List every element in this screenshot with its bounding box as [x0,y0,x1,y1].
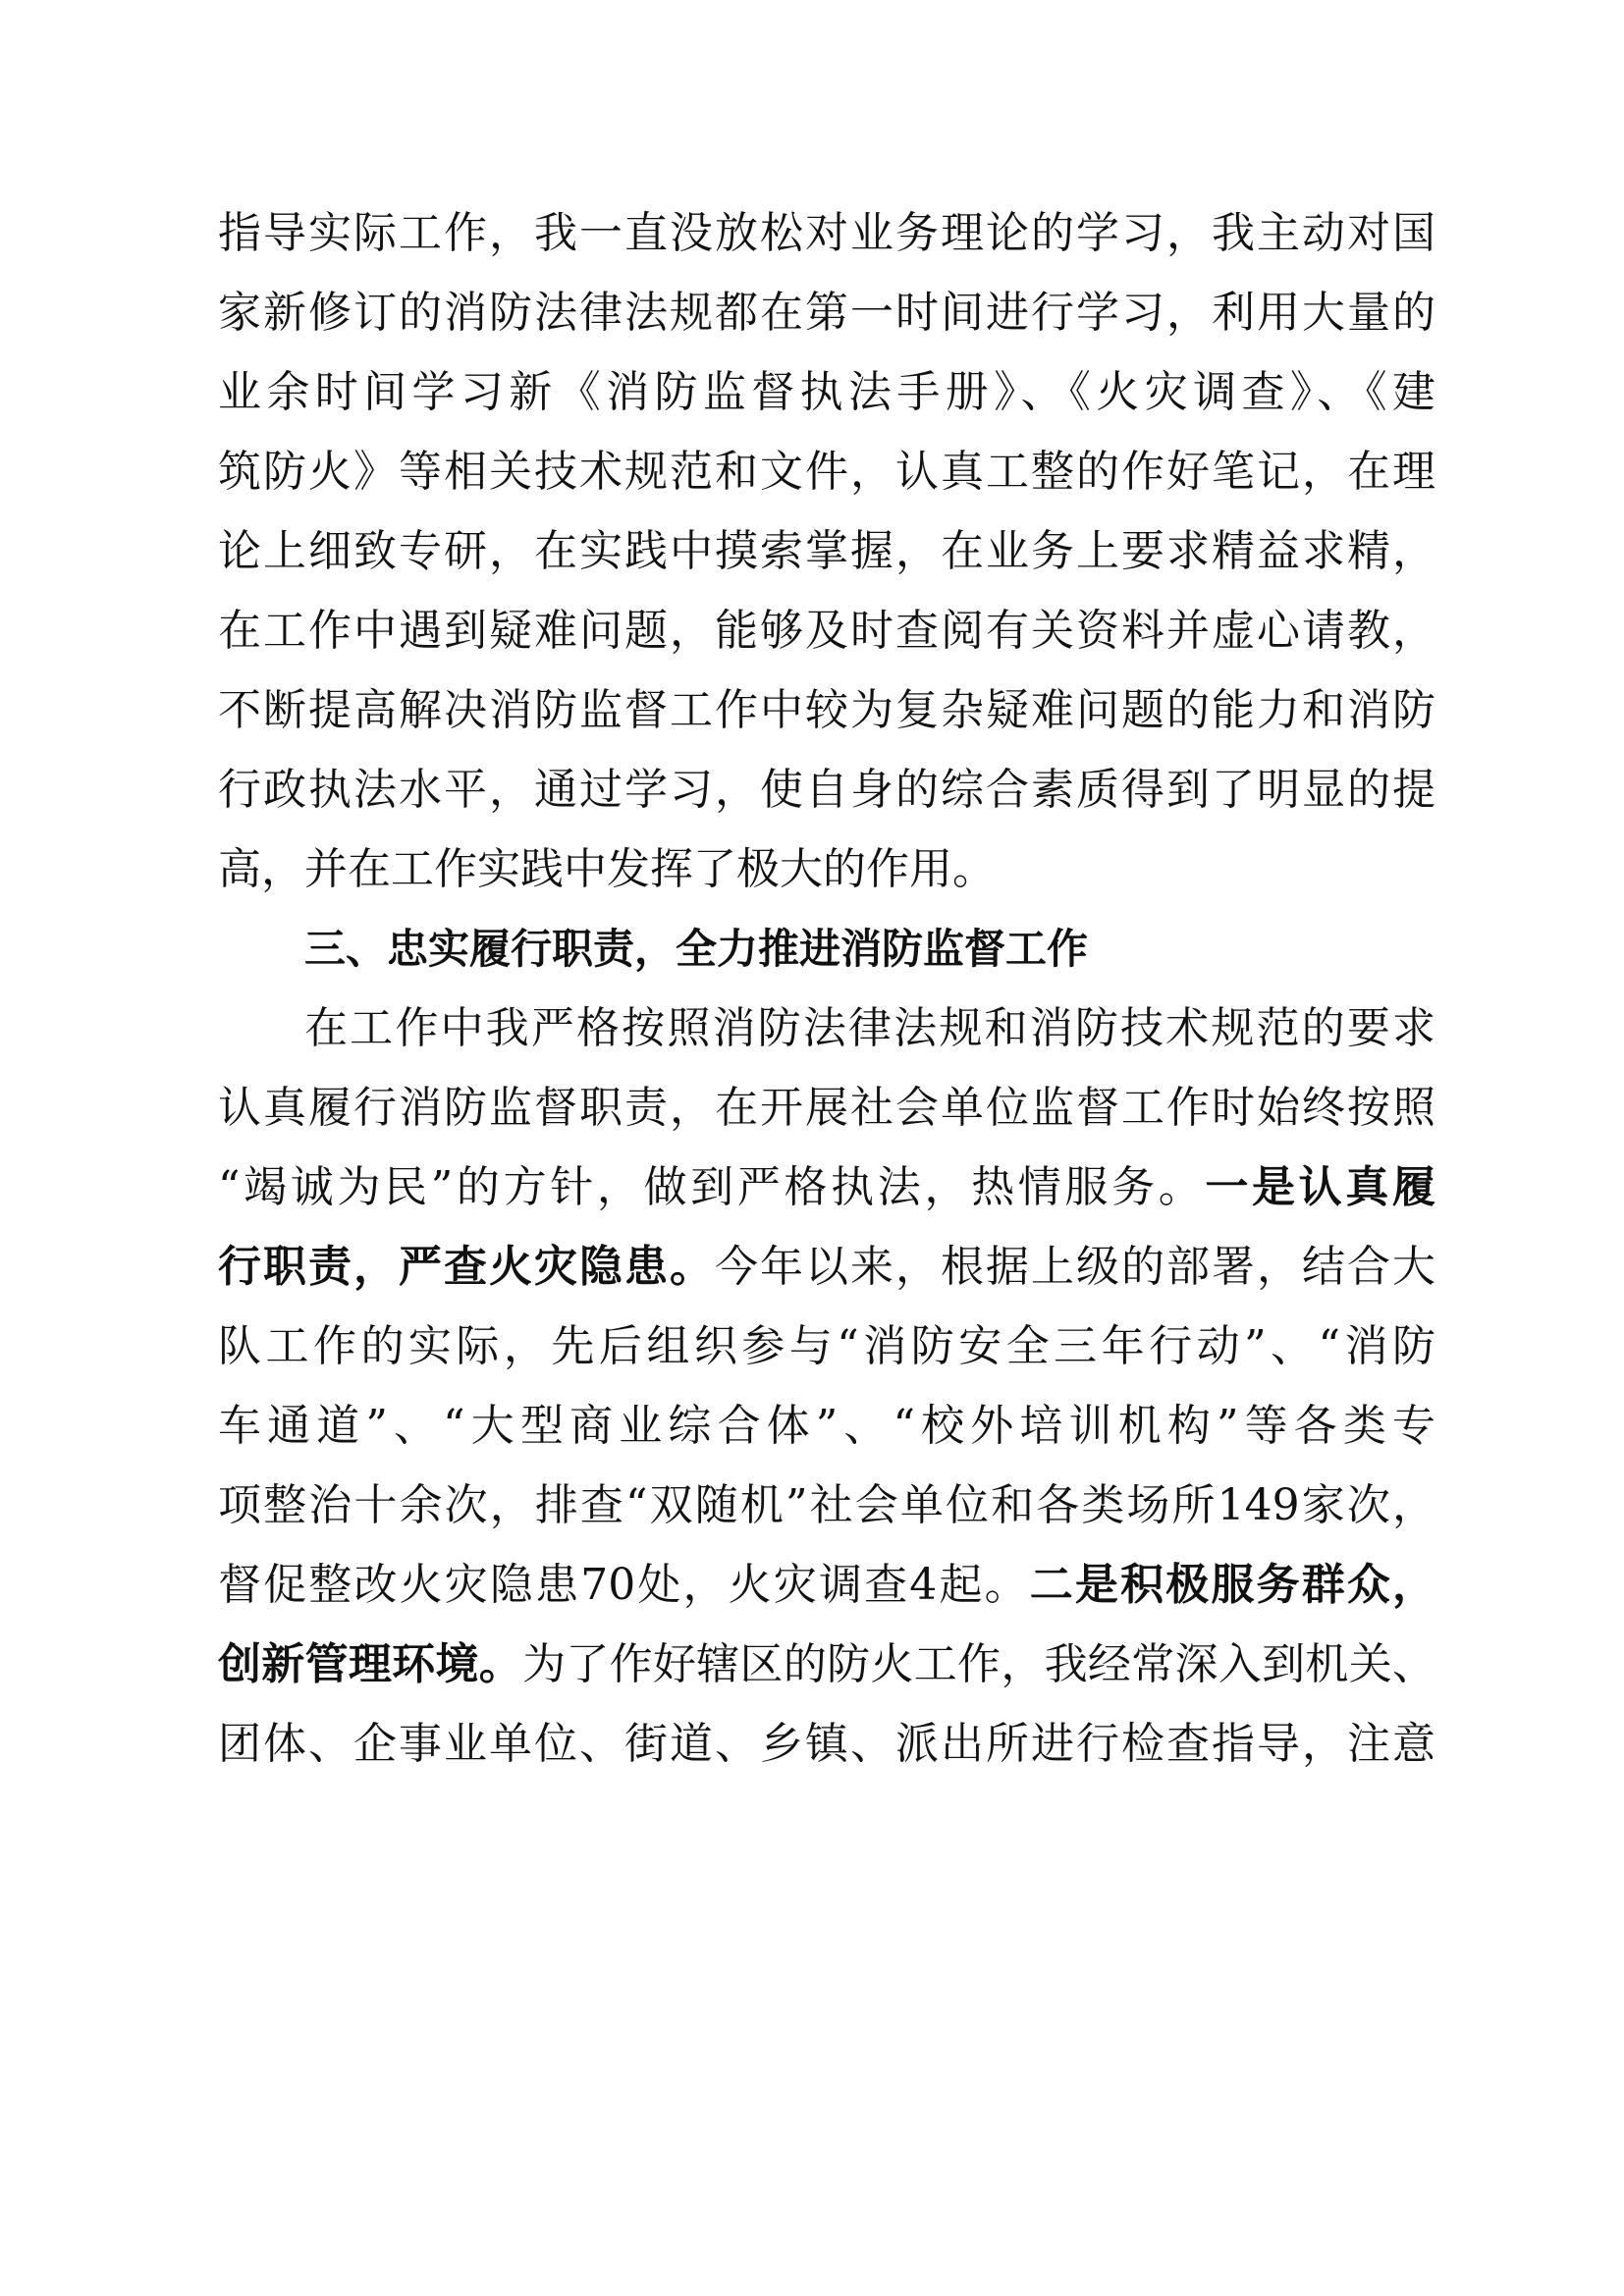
body-text-line: 团体、企事业单位、街道、乡镇、派出所进行检查指导，注意 [218,1719,1435,1769]
body-text-line: 指导实际工作，我一直没放松对业务理论的学习，我主动对国 [218,208,1435,258]
body-text-line: 项整治十余次，排查“双随机”社会单位和各类场所149家次， [218,1480,1435,1530]
bold-key-point: 创新管理环境。 [218,1639,523,1689]
body-text-line [218,1148,1435,1227]
body-text-line: 队工作的实际，先后组织参与“消防安全三年行动”、“消防 [218,1321,1435,1371]
body-text-line: 论上细致专研，在实践中摸索掌握，在业务上要求精益求精， [218,526,1435,576]
body-text-line: 不断提高解决消防监督工作中较为复杂疑难问题的能力和消防 [218,685,1435,735]
body-text-run: 督促整改火灾隐患70处，火灾调查4起。 [218,1560,1030,1610]
body-text-line: 筑防火》等相关技术规范和文件，认真工整的作好笔记，在理 [218,447,1435,497]
body-text-line [218,1626,1435,1704]
body-text-line: 在工作中我严格按照消防法律法规和消防技术规范的要求 [304,1003,1435,1053]
bold-key-point: 一是认真履 [1205,1162,1435,1212]
bold-key-point: 二是积极服务群众， [1029,1560,1435,1610]
body-text-line [218,1546,1435,1625]
body-text-line: 家新修订的消防法律法规都在第一时间进行学习，利用大量的 [218,288,1435,338]
body-text-run: 为了作好辖区的防火工作，我经常深入到机关、 [522,1639,1435,1689]
body-text-line: 高，并在工作实践中发挥了极大的作用。 [218,844,996,894]
body-text-line: 在工作中遇到疑难问题，能够及时查阅有关资料并虚心请教， [218,606,1435,656]
section-heading: 三、忠实履行职责，全力推进消防监督工作 [304,925,1089,973]
body-text-line: 行政执法水平，通过学习，使自身的综合素质得到了明显的提 [218,765,1435,815]
body-text-line [218,1228,1435,1307]
bold-key-point: 行职责，严查火灾隐患。 [218,1242,715,1292]
body-text-line: 业余时间学习新《消防监督执法手册》、《火灾调查》、《建 [218,367,1435,417]
body-text-run: “竭诚为民”的方针，做到严格执法，热情服务。 [218,1162,1206,1212]
body-text-line: 认真履行消防监督职责，在开展社会单位监督工作时始终按照 [218,1083,1435,1133]
body-text-line: 车通道”、“大型商业综合体”、“校外培训机构”等各类专 [218,1401,1435,1451]
body-text-run: 今年以来，根据上级的部署，结合大 [715,1242,1435,1292]
